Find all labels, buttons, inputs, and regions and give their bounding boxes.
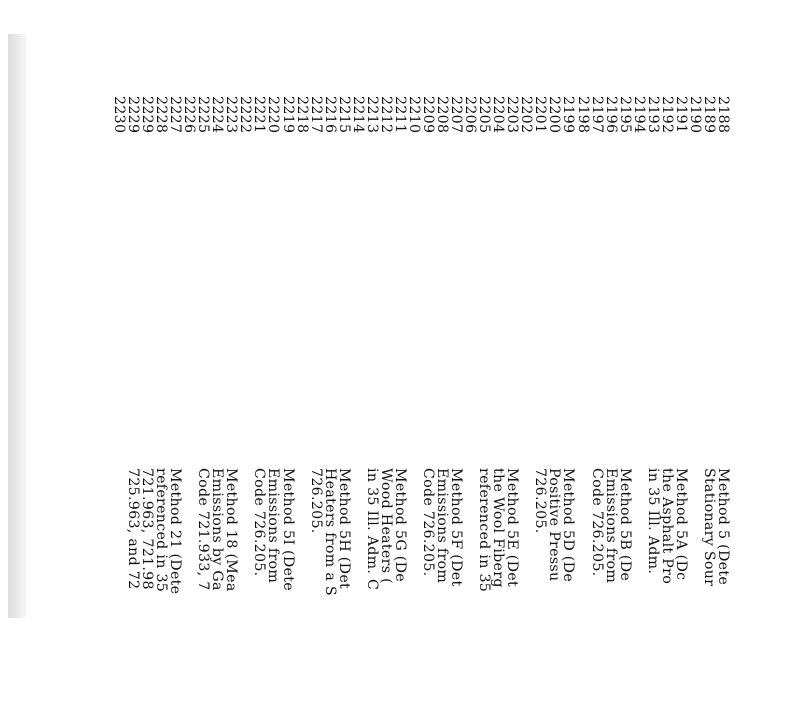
method-text-line: referenced in 35 [476,468,493,593]
method-text-line: Method 5G (De [391,468,408,582]
method-text-line: Method 5 (Dete [715,468,731,586]
paragraph-gap [295,468,309,708]
paragraph-gap [575,468,589,708]
line-number: 2214 [349,96,366,134]
method-paragraph [646,468,688,708]
line-number: 2229 [125,96,142,134]
method-text-line: in 35 Ill. Adm. C [363,468,380,591]
line-number: 2221 [251,96,268,134]
line-number: 2213 [363,96,380,134]
line-number: 2208 [434,96,451,134]
line-number: 2206 [462,96,479,134]
method-text-line: Method 21 (Dete [167,468,184,595]
method-text-line: Emissions from [265,468,282,584]
line-number: 2195 [616,96,633,134]
line-number: 2191 [672,96,689,134]
line-number: 2199 [560,96,577,134]
method-text-line: Method 5B (De [616,468,633,582]
rotated-document-page [110,0,730,618]
method-text-line: Heaters from a S [321,468,338,596]
paragraph-gap [463,468,477,708]
method-text-line: Code 726.205. [251,468,268,577]
line-number: 2223 [223,96,240,134]
method-text-line: 726.205. [307,468,324,534]
method-paragraph [309,468,351,708]
method-text-line: Method 5I (Dete [279,468,296,591]
method-text-line: Emissions from [434,468,451,584]
line-number: 2224 [209,96,226,134]
paragraph-gap [519,468,533,708]
line-number: 2190 [686,96,703,134]
line-number: 2212 [377,96,394,134]
method-text-line: Code 726.205. [588,468,605,577]
line-number: 2189 [700,96,717,134]
method-text-line: Code 721.933, 7 [195,468,212,591]
line-number: 2216 [321,96,338,134]
line-number: 2196 [602,96,619,134]
method-text-line: the Asphalt Pro [658,468,675,585]
method-paragraph [126,468,182,708]
method-text-line: Emissions from [602,468,619,584]
method-text-line: Method 5E (Det [504,468,521,587]
line-number: 2188 [715,96,731,134]
line-number: 2207 [448,96,465,134]
method-text-line: referenced in 35 [153,468,170,593]
line-number: 2227 [167,96,184,134]
paragraph-gap [407,468,421,708]
line-number: 2209 [420,96,437,134]
method-paragraph [365,468,407,708]
method-text-line: Positive Pressu [546,468,563,582]
line-number: 2229 [139,96,156,134]
method-paragraph [533,468,575,708]
line-number: 2200 [546,96,563,134]
method-text-line: Wood Heaters ( [377,468,394,584]
line-number: 2215 [335,96,352,134]
method-text-line: Method 5A (Dc [672,468,689,581]
method-paragraph [477,468,519,708]
method-text-line: 726.205. [532,468,549,534]
line-number: 2203 [504,96,521,134]
paragraph-gap [238,468,252,708]
method-text-line: Code 726.205. [420,468,437,577]
line-number: 2225 [195,96,212,134]
method-text-line: the Wool Fiberg [490,468,507,588]
paragraph-gap [351,468,365,708]
line-number: 2217 [307,96,324,134]
method-text-line: Method 18 (Mea [223,468,240,592]
line-number: 2226 [181,96,198,134]
method-paragraph [252,468,294,708]
paragraph-gap [688,468,702,708]
method-text-line: in 35 Ill. Adm. [644,468,661,575]
line-number: 2228 [153,96,170,134]
line-number-column [112,96,730,133]
paragraph-gap [632,468,646,708]
method-text-line: 725.963, and 72 [125,468,142,590]
line-number: 2202 [518,96,535,134]
method-text-line: Method 5H (Det [335,468,352,590]
method-text-line: Method 5D (De [560,468,577,583]
line-number: 2192 [658,96,675,134]
method-text-line: Method 5F (Det [448,468,465,587]
line-number: 2211 [391,96,408,134]
method-paragraph [421,468,463,708]
method-list-column [126,468,730,708]
line-number: 2210 [405,96,422,134]
method-paragraph [196,468,238,708]
paragraph-gap [182,468,196,708]
scan-page-edge [8,34,26,618]
line-number: 2201 [532,96,549,134]
line-number: 2230 [110,96,127,134]
method-text-line: 721.963, 721.98 [139,468,156,590]
line-number: 2197 [588,96,605,134]
line-number: 2204 [490,96,507,134]
method-text-line: Emissions by Ga [209,468,226,591]
line-number: 2198 [574,96,591,134]
line-number: 2218 [293,96,310,134]
line-number: 2219 [279,96,296,134]
method-paragraph [590,468,632,708]
line-number: 2193 [644,96,661,134]
line-number: 2205 [476,96,493,134]
line-number: 2194 [630,96,647,134]
line-number: 2220 [265,96,282,134]
method-text-line: Stationary Sour [700,468,717,587]
line-number: 2222 [237,96,254,134]
method-paragraph [702,468,730,708]
